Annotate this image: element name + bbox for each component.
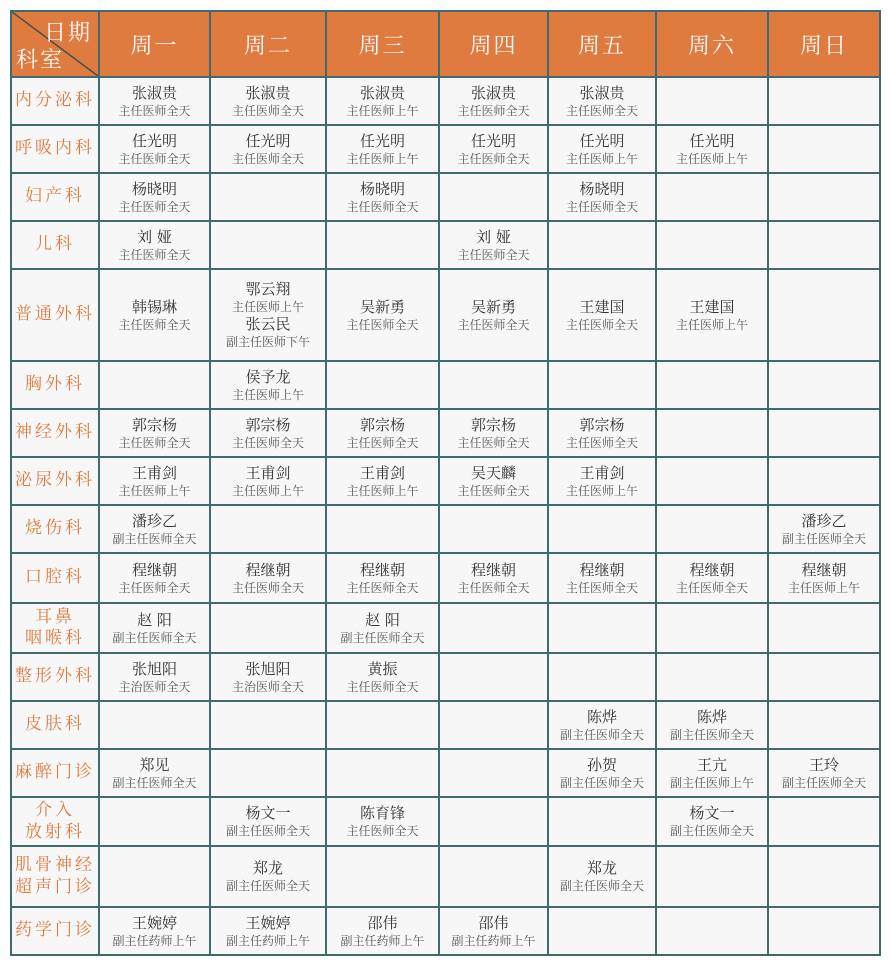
- doctor-title: 主任医师全天: [565, 435, 638, 450]
- schedule-cell: [656, 77, 768, 125]
- doctor-title: 主任医师全天: [118, 317, 191, 332]
- doctor-name: 郭宗杨: [359, 415, 405, 434]
- doctor-name: 王婉婷: [131, 913, 177, 932]
- doctor-name: 程继朝: [245, 560, 291, 579]
- schedule-cell: [99, 221, 210, 269]
- schedule-cell: [768, 173, 880, 221]
- corner-header: [11, 11, 99, 77]
- doctor-name: 张淑贵: [245, 83, 291, 102]
- schedule-cell: [99, 749, 210, 797]
- schedule-cell: [768, 907, 880, 955]
- doctor-name: 王建国: [579, 297, 625, 316]
- schedule-cell: [656, 409, 768, 457]
- schedule-cell: [210, 125, 326, 173]
- day-header: 周二: [210, 11, 326, 77]
- schedule-cell: [439, 409, 548, 457]
- schedule-cell: [439, 505, 548, 553]
- department-name: 耳鼻 咽喉科: [11, 603, 99, 653]
- doctor-name: 王甫剑: [359, 463, 405, 482]
- department-name: 呼吸内科: [11, 125, 99, 173]
- schedule-cell: [439, 701, 548, 749]
- doctor-name: 任光明: [131, 131, 177, 150]
- day-header: 周日: [768, 11, 880, 77]
- schedule-cell: [439, 553, 548, 603]
- doctor-title: 主任医师上午: [231, 387, 304, 402]
- table-row: [11, 221, 880, 269]
- schedule-cell: [768, 125, 880, 173]
- schedule-cell: [768, 846, 880, 907]
- schedule-cell: [99, 701, 210, 749]
- table-row: [11, 749, 880, 797]
- doctor-name: 张旭阳: [245, 659, 291, 678]
- doctor-name: 任光明: [359, 131, 405, 150]
- dept-label: 科室: [16, 48, 65, 73]
- department-name: 普通外科: [11, 269, 99, 361]
- schedule-cell: [656, 125, 768, 173]
- doctor-title: 主任医师上午: [231, 483, 304, 498]
- doctor-title: 主任医师全天: [457, 483, 530, 498]
- doctor-name: 任光明: [579, 131, 625, 150]
- doctor-title: 副主任医师下午: [225, 335, 310, 349]
- doctor-title: 副主任医师全天: [340, 630, 425, 645]
- doctor-name: 杨晓明: [359, 179, 405, 198]
- table-row: [11, 361, 880, 409]
- doctor-title: 主任医师全天: [346, 824, 419, 838]
- schedule-cell: [439, 125, 548, 173]
- schedule-cell: [326, 409, 439, 457]
- doctor-title: 副主任医师全天: [559, 879, 644, 893]
- doctor-name: 郭宗杨: [245, 415, 291, 434]
- schedule-cell: [326, 221, 439, 269]
- doctor-name: 王亢: [696, 755, 727, 774]
- schedule-cell: [210, 457, 326, 505]
- doctor-name: 程继朝: [131, 560, 177, 579]
- schedule-cell: [210, 553, 326, 603]
- department-name: 皮肤科: [11, 701, 99, 749]
- schedule-cell: [99, 797, 210, 846]
- doctor-name: 杨晓明: [131, 179, 177, 198]
- doctor-title: 主任医师全天: [118, 199, 191, 214]
- schedule-cell: [99, 409, 210, 457]
- schedule-cell: [326, 907, 439, 955]
- doctor-name: 郑龙: [586, 859, 617, 877]
- schedule-cell: [99, 846, 210, 907]
- schedule-cell: [656, 653, 768, 701]
- table-row: [11, 409, 880, 457]
- schedule-cell: [326, 173, 439, 221]
- schedule-cell: [548, 269, 656, 361]
- department-name: 介入 放射科: [11, 797, 99, 846]
- doctor-title: 主任医师全天: [457, 103, 530, 118]
- department-name: 口腔科: [11, 553, 99, 603]
- doctor-title: 主任医师全天: [565, 317, 638, 332]
- doctor-name: 王甫剑: [131, 463, 177, 482]
- schedule-cell: [439, 77, 548, 125]
- department-name: 麻醉门诊: [11, 749, 99, 797]
- schedule-cell: [548, 173, 656, 221]
- doctor-title: 主任医师全天: [346, 199, 419, 214]
- doctor-name: 郭宗杨: [470, 415, 516, 434]
- table-row: [11, 907, 880, 955]
- schedule-cell: [548, 409, 656, 457]
- schedule-cell: [768, 749, 880, 797]
- doctor-name: 陈烨: [586, 707, 617, 726]
- doctor-name: 王建国: [689, 297, 735, 316]
- doctor-title: 主治医师全天: [231, 679, 304, 694]
- schedule-cell: [548, 797, 656, 846]
- schedule-cell: [99, 77, 210, 125]
- schedule-cell: [439, 603, 548, 653]
- schedule-cell: [439, 846, 548, 907]
- schedule-cell: [548, 361, 656, 409]
- day-header: 周三: [326, 11, 439, 77]
- doctor-title: 主任医师全天: [346, 317, 419, 332]
- schedule-cell: [210, 361, 326, 409]
- doctor-title: 副主任医师全天: [225, 879, 310, 893]
- schedule-cell: [439, 221, 548, 269]
- doctor-name: 程继朝: [470, 560, 516, 579]
- doctor-title: 副主任医师全天: [669, 824, 754, 838]
- schedule-cell: [656, 361, 768, 409]
- schedule-cell: [768, 269, 880, 361]
- doctor-title: 主任医师全天: [231, 151, 304, 166]
- doctor-name: 刘 娅: [137, 227, 172, 246]
- doctor-name: 张淑贵: [359, 83, 405, 102]
- schedule-cell: [326, 457, 439, 505]
- department-name: 泌尿外科: [11, 457, 99, 505]
- doctor-title: 主任医师上午: [346, 151, 419, 166]
- schedule-cell: [99, 907, 210, 955]
- doctor-name: 程继朝: [359, 560, 405, 579]
- schedule-cell: [210, 701, 326, 749]
- doctor-name: 陈烨: [696, 707, 727, 726]
- doctor-name: 吴新勇: [359, 297, 405, 316]
- doctor-name: 王甫剑: [245, 463, 291, 482]
- schedule-cell: [548, 77, 656, 125]
- doctor-title: 主任医师全天: [231, 103, 304, 118]
- schedule-cell: [768, 505, 880, 553]
- schedule-cell: [548, 505, 656, 553]
- doctor-name: 杨晓明: [579, 179, 625, 198]
- doctor-title: 主任医师上午: [231, 300, 304, 314]
- schedule-cell: [326, 553, 439, 603]
- doctor-title: 主任医师上午: [565, 151, 638, 166]
- doctor-name: 程继朝: [689, 560, 735, 579]
- schedule-cell: [210, 797, 326, 846]
- schedule-cell: [656, 701, 768, 749]
- department-name: 内分泌科: [11, 77, 99, 125]
- schedule-cell: [656, 749, 768, 797]
- schedule-cell: [210, 749, 326, 797]
- schedule-cell: [326, 603, 439, 653]
- doctor-title: 主任医师全天: [346, 435, 419, 450]
- doctor-name: 刘 娅: [476, 227, 511, 246]
- schedule-cell: [326, 269, 439, 361]
- schedule-cell: [439, 269, 548, 361]
- table-row: [11, 505, 880, 553]
- doctor-title: 主任医师全天: [565, 199, 638, 214]
- schedule-cell: [656, 457, 768, 505]
- doctor-name: 赵 阳: [137, 610, 172, 629]
- header-row: [11, 11, 880, 77]
- table-row: [11, 653, 880, 701]
- doctor-title: 主任医师上午: [675, 151, 748, 166]
- schedule-cell: [548, 653, 656, 701]
- department-name: 妇产科: [11, 173, 99, 221]
- doctor-name: 鄂云翔: [245, 280, 291, 298]
- doctor-name: 程继朝: [801, 560, 847, 579]
- schedule-cell: [439, 457, 548, 505]
- schedule-cell: [548, 749, 656, 797]
- schedule-cell: [99, 603, 210, 653]
- doctor-title: 副主任医师全天: [112, 775, 197, 790]
- doctor-title: 主任医师全天: [346, 679, 419, 694]
- doctor-title: 副主任医师全天: [781, 531, 866, 546]
- schedule-cell: [439, 797, 548, 846]
- schedule-cell: [210, 269, 326, 361]
- doctor-title: 主任医师全天: [231, 580, 304, 595]
- schedule-cell: [656, 797, 768, 846]
- doctor-title: 副主任医师全天: [559, 727, 644, 742]
- table-row: [11, 269, 880, 361]
- schedule-cell: [439, 907, 548, 955]
- schedule-cell: [656, 221, 768, 269]
- schedule-cell: [99, 125, 210, 173]
- schedule-cell: [656, 269, 768, 361]
- schedule-cell: [656, 603, 768, 653]
- doctor-title: 主任医师上午: [118, 483, 191, 498]
- doctor-title: 副主任医师全天: [225, 824, 310, 838]
- schedule-cell: [326, 505, 439, 553]
- doctor-name: 张淑贵: [131, 83, 177, 102]
- doctor-title: 主任医师上午: [675, 317, 748, 332]
- doctor-title: 主任医师全天: [457, 317, 530, 332]
- schedule-cell: [548, 701, 656, 749]
- doctor-title: 主任医师全天: [118, 247, 191, 262]
- doctor-name: 王婉婷: [245, 913, 291, 932]
- schedule-cell: [656, 553, 768, 603]
- schedule-cell: [548, 125, 656, 173]
- schedule-cell: [656, 173, 768, 221]
- schedule-cell: [548, 553, 656, 603]
- schedule-cell: [326, 125, 439, 173]
- schedule-cell: [326, 846, 439, 907]
- schedule-cell: [439, 173, 548, 221]
- doctor-name: 吴天麟: [470, 463, 516, 482]
- schedule-cell: [439, 749, 548, 797]
- doctor-title: 主任医师上午: [346, 103, 419, 118]
- doctor-name: 郭宗杨: [579, 415, 625, 434]
- doctor-name: 王玲: [808, 755, 839, 774]
- table-row: [11, 173, 880, 221]
- schedule-cell: [548, 907, 656, 955]
- schedule-cell: [99, 269, 210, 361]
- department-name: 儿科: [11, 221, 99, 269]
- doctor-name: 郑见: [139, 755, 170, 774]
- doctor-title: 副主任药师上午: [340, 933, 425, 948]
- doctor-title: 副主任医师上午: [669, 775, 754, 790]
- schedule-cell: [768, 553, 880, 603]
- doctor-title: 主任医师上午: [565, 483, 638, 498]
- table-row: [11, 553, 880, 603]
- department-name: 肌骨神经 超声门诊: [11, 846, 99, 907]
- schedule-cell: [326, 77, 439, 125]
- doctor-name: 陈育锋: [359, 804, 405, 822]
- schedule-cell: [326, 653, 439, 701]
- schedule-cell: [768, 603, 880, 653]
- date-label: 日期: [43, 21, 92, 46]
- schedule-cell: [548, 846, 656, 907]
- doctor-name: 程继朝: [579, 560, 625, 579]
- schedule-cell: [439, 653, 548, 701]
- doctor-title: 副主任医师全天: [112, 531, 197, 546]
- doctor-name: 郑龙: [252, 859, 283, 877]
- doctor-name: 杨文一: [245, 804, 291, 822]
- doctor-name: 赵 阳: [365, 610, 400, 629]
- doctor-title: 副主任医师全天: [559, 775, 644, 790]
- schedule-cell: [99, 653, 210, 701]
- department-name: 整形外科: [11, 653, 99, 701]
- table-row: [11, 797, 880, 846]
- doctor-title: 副主任医师全天: [781, 775, 866, 790]
- schedule-cell: [548, 603, 656, 653]
- doctor-name: 张淑贵: [579, 83, 625, 102]
- schedule-cell: [656, 907, 768, 955]
- doctor-name: 王甫剑: [579, 463, 625, 482]
- table-row: [11, 457, 880, 505]
- schedule-cell: [210, 653, 326, 701]
- schedule-cell: [768, 797, 880, 846]
- doctor-title: 主任医师全天: [457, 580, 530, 595]
- schedule-cell: [99, 173, 210, 221]
- schedule-cell: [210, 505, 326, 553]
- schedule-cell: [768, 77, 880, 125]
- day-header: 周六: [656, 11, 768, 77]
- doctor-name: 孙贺: [586, 755, 617, 774]
- doctor-title: 主治医师全天: [118, 679, 191, 694]
- schedule-cell: [99, 457, 210, 505]
- doctor-title: 主任医师全天: [457, 151, 530, 166]
- table-row: [11, 77, 880, 125]
- doctor-name: 潘珍乙: [131, 511, 177, 530]
- doctor-name: 潘珍乙: [801, 511, 847, 530]
- doctor-title: 副主任药师上午: [112, 933, 197, 948]
- schedule-cell: [439, 361, 548, 409]
- schedule-cell: [326, 749, 439, 797]
- department-name: 神经外科: [11, 409, 99, 457]
- schedule-cell: [210, 846, 326, 907]
- schedule-cell: [210, 173, 326, 221]
- doctor-name: 黄振: [367, 659, 398, 678]
- doctor-title: 主任医师全天: [118, 435, 191, 450]
- schedule-cell: [210, 603, 326, 653]
- schedule-cell: [210, 907, 326, 955]
- doctor-name: 任光明: [689, 131, 735, 150]
- schedule-table: [10, 10, 881, 956]
- doctor-name: 任光明: [245, 131, 291, 150]
- doctor-name: 邵伟: [367, 913, 398, 932]
- doctor-title: 主任医师全天: [346, 580, 419, 595]
- schedule-cell: [548, 457, 656, 505]
- schedule-cell: [99, 361, 210, 409]
- table-row: [11, 846, 880, 907]
- schedule-cell: [210, 409, 326, 457]
- doctor-title: 主任医师全天: [231, 435, 304, 450]
- doctor-name: 张淑贵: [470, 83, 516, 102]
- doctor-title: 主任医师全天: [675, 580, 748, 595]
- schedule-cell: [768, 361, 880, 409]
- doctor-name: 郭宗杨: [131, 415, 177, 434]
- doctor-title: 副主任药师上午: [451, 933, 536, 948]
- doctor-title: 主任医师全天: [118, 151, 191, 166]
- doctor-name: 张云民: [245, 315, 291, 333]
- schedule-cell: [768, 701, 880, 749]
- doctor-name: 杨文一: [689, 804, 735, 822]
- doctor-title: 主任医师全天: [118, 580, 191, 595]
- table-row: [11, 701, 880, 749]
- doctor-title: 副主任药师上午: [225, 933, 310, 948]
- schedule-cell: [210, 221, 326, 269]
- schedule-cell: [548, 221, 656, 269]
- doctor-title: 副主任医师全天: [112, 630, 197, 645]
- doctor-name: 张旭阳: [131, 659, 177, 678]
- schedule-cell: [656, 505, 768, 553]
- schedule-cell: [326, 361, 439, 409]
- schedule-cell: [768, 409, 880, 457]
- table-row: [11, 603, 880, 653]
- doctor-title: 主任医师全天: [565, 103, 638, 118]
- day-header: 周一: [99, 11, 210, 77]
- department-name: 烧伤科: [11, 505, 99, 553]
- schedule-cell: [99, 505, 210, 553]
- doctor-title: 主任医师全天: [457, 435, 530, 450]
- schedule-cell: [326, 701, 439, 749]
- schedule-cell: [768, 457, 880, 505]
- doctor-name: 任光明: [470, 131, 516, 150]
- table-row: [11, 125, 880, 173]
- doctor-title: 主任医师全天: [118, 103, 191, 118]
- doctor-name: 侯予龙: [245, 367, 291, 386]
- day-header: 周四: [439, 11, 548, 77]
- schedule-cell: [326, 797, 439, 846]
- day-header: 周五: [548, 11, 656, 77]
- schedule-cell: [768, 221, 880, 269]
- schedule-cell: [210, 77, 326, 125]
- department-name: 胸外科: [11, 361, 99, 409]
- doctor-name: 韩锡琳: [131, 297, 177, 316]
- department-name: 药学门诊: [11, 907, 99, 955]
- doctor-title: 主任医师全天: [565, 580, 638, 595]
- doctor-title: 主任医师全天: [457, 247, 530, 262]
- schedule-cell: [99, 553, 210, 603]
- schedule-cell: [656, 846, 768, 907]
- doctor-title: 主任医师上午: [787, 580, 860, 595]
- doctor-title: 主任医师上午: [346, 483, 419, 498]
- doctor-name: 吴新勇: [470, 297, 516, 316]
- schedule-cell: [768, 653, 880, 701]
- doctor-title: 副主任医师全天: [669, 727, 754, 742]
- doctor-name: 邵伟: [478, 913, 509, 932]
